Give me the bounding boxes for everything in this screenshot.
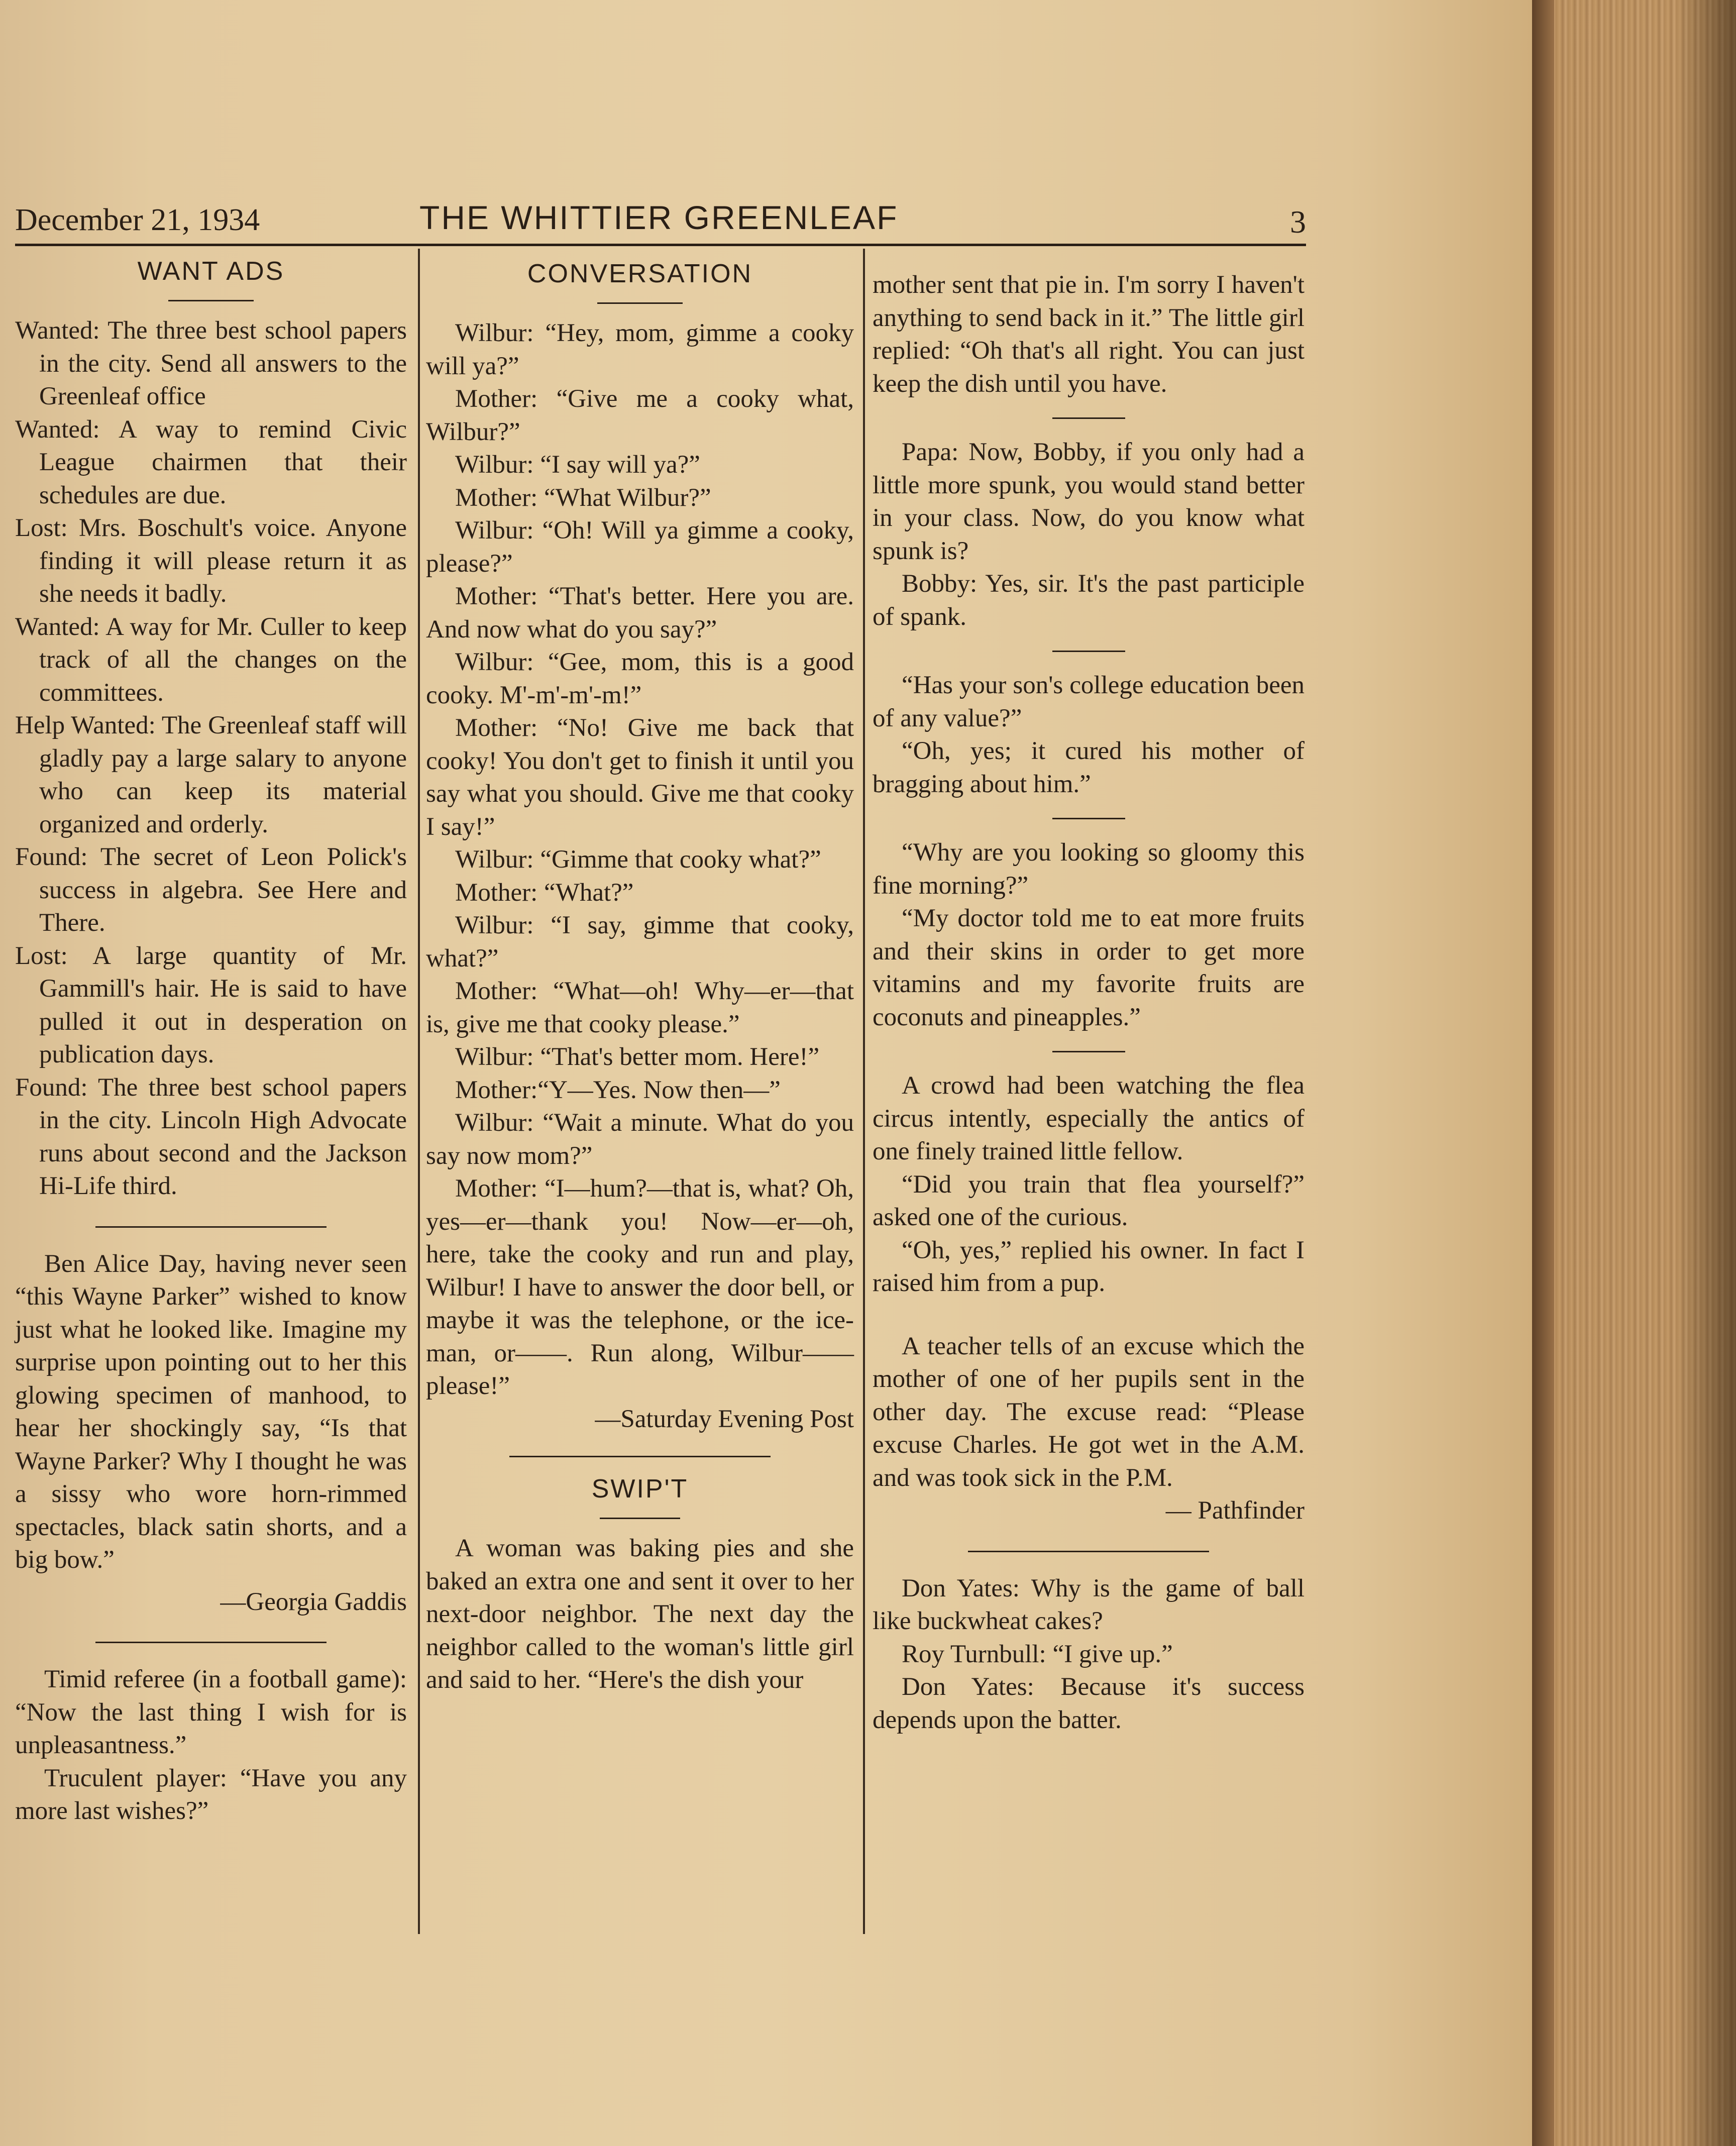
conversation-line: Wilbur: “Gimme that cooky what?” [455,845,821,874]
column-divider-2 [863,249,865,1934]
ball-reply: Roy Turnbull: “I give up.” [902,1640,1173,1668]
want-ad: Wanted: A way to remind Civic League chairmen that their schedules are due. [15,415,407,509]
conversation-line: Mother: “No! Give me back that cooky! You don't get to finish it until you say what you should. Give me that cooky I say!” [426,714,854,841]
section-rule [95,1226,327,1228]
gloomy-question: “Why are you looking so gloomy this fine morning?” [873,838,1305,900]
section-rule [1052,651,1125,652]
conversation-line: Wilbur: “Hey, mom, gimme a cooky will ya?” [426,319,854,380]
section-rule [1052,417,1125,419]
column-3 [873,269,1305,1737]
conversation-line: Mother: “Give me a cooky what, Wilbur?” [426,385,854,446]
swipt-heading: SWIP'T [591,1474,689,1504]
issue-date: December 21, 1934 [15,203,260,237]
masthead [15,198,1306,249]
swipt-story-continued: mother sent that pie in. I'm sorry I haven't anything to send back in it.” The little girl replied: “Oh that's all right. You can just keep the dish until you have. [873,271,1305,398]
conversation-line: Wilbur: “Oh! Will ya gimme a cooky, please?” [426,516,854,578]
heading-rule [597,302,683,304]
want-ad: Lost: Mrs. Boschult's voice. Anyone finding it will please return it as she needs it badly. [15,514,407,608]
want-ad: Found: The secret of Leon Polick's success in algebra. See Here and There. [15,843,407,937]
conversation-line: Mother: “I—hum?—that is, what? Oh, yes—er—thank you! Now—er—oh, here, take the cooky and run and play, Wilbur! I have to answer the door bell, or maybe it was the telephone, or the ice-man, or——. Run along, Wilbur——please!” [426,1174,854,1400]
column-divider-1 [418,249,420,1934]
page-number: 3 [1290,204,1306,240]
ball-question: Don Yates: Why is the game of ball like buckwheat cakes? [873,1574,1305,1635]
conversation-line: Mother: “That's better. Here you are. And now what do you say?” [426,582,854,643]
conversation-line: Wilbur: “I say, gimme that cooky, what?” [426,911,854,973]
college-question: “Has your son's college education been of any value?” [873,671,1305,732]
player-joke: Truculent player: “Have you any more last wishes?” [15,1764,407,1825]
want-ads-heading: WANT ADS [137,257,285,286]
conversation-line: Wilbur: “I say will ya?” [455,451,700,479]
excuse-source: — Pathfinder [1165,1496,1305,1525]
newspaper-title: THE WHITTIER GREENLEAF [419,199,899,236]
heading-rule [600,1518,680,1519]
conversation-line: Mother: “What—oh! Why—er—that is, give me that cooky please.” [426,977,854,1038]
conversation-line: Mother: “What Wilbur?” [455,483,711,512]
gloomy-answer: “My doctor told me to eat more fruits and their skins in order to get more vitamins and my favorite fruits are coconuts and pineapples.” [873,904,1305,1031]
flea-circus-answer: “Oh, yes,” replied his owner. In fact I raised him from a pup. [873,1236,1305,1297]
conversation-line: Mother: “What?” [455,878,634,907]
story-byline: —Georgia Gaddis [220,1587,407,1616]
ball-answer: Don Yates: Because it's success depends upon the batter. [873,1673,1305,1734]
want-ad: Found: The three best school papers in the city. Lincoln High Advocate runs about second and the Jackson Hi-Life third. [15,1073,407,1200]
want-ad: Help Wanted: The Greenleaf staff will gladly pay a large salary to anyone who can keep its material organized and orderly. [15,711,407,838]
want-ad: Lost: A large quantity of Mr. Gammill's hair. He is said to have pulled it out in desperation on publication days. [15,941,407,1068]
conversation-line: Wilbur: “Gee, mom, this is a good cooky. M'-m'-m'-m!” [426,648,854,709]
papa-joke: Papa: Now, Bobby, if you only had a little more spunk, you would stand better in your class. Now, do you know what spunk is? [873,438,1305,565]
column-1 [15,254,407,1828]
bobby-reply: Bobby: Yes, sir. It's the past participle of spank. [873,570,1305,631]
masthead-rule [15,244,1306,246]
section-rule [1052,818,1125,819]
column-2 [426,256,854,1697]
excuse-story: A teacher tells of an excuse which the mother of one of her pupils sent in the other day. The excuse read: “Please excuse Charles. He got wet in the A.M. and was took sick in the P.M. [873,1332,1305,1492]
heading-rule [168,300,254,301]
swipt-story: A woman was baking pies and she baked an extra one and sent it over to her next-door neighbor. The next day the neighbor called to the woman's little girl and said to her. “Here's the dish your [426,1534,854,1694]
section-rule [1052,1051,1125,1052]
conversation-line: Wilbur: “That's better mom. Here!” [455,1043,820,1071]
conversation-line: Wilbur: “Wait a minute. What do you say now mom?” [426,1109,854,1170]
section-rule [95,1642,327,1643]
conversation-source: —Saturday Evening Post [595,1405,854,1433]
section-rule [968,1551,1209,1552]
want-ad: Wanted: A way for Mr. Culler to keep track of all the changes on the committees. [15,612,407,707]
flea-circus-story: A crowd had been watching the flea circus intently, especially the antics of one finely trained little fellow. [873,1071,1305,1165]
referee-joke: Timid referee (in a football game): “Now the last thing I wish for is unpleasantness.” [15,1665,407,1759]
wayne-parker-story: Ben Alice Day, having never seen “this Wayne Parker” wished to know just what he looked like. Imagine my surprise upon pointing out to her this glowing specimen of manhood, to hear her shockingly say, “Is that Wayne Parker? Why I thought he was a sissy who wore horn-rimmed spectacles, black satin shorts, and a big bow.” [15,1249,407,1574]
want-ad: Wanted: The three best school papers in the city. Send all answers to the Greenleaf office [15,316,407,410]
flea-circus-question: “Did you train that flea yourself?” asked one of the curious. [873,1170,1305,1231]
book-fore-edge [1532,0,1736,2146]
section-rule [509,1456,771,1457]
conversation-line: Mother:“Y—Yes. Now then—” [455,1076,781,1104]
college-answer: “Oh, yes; it cured his mother of bragging about him.” [873,737,1305,798]
conversation-heading: CONVERSATION [527,259,753,288]
